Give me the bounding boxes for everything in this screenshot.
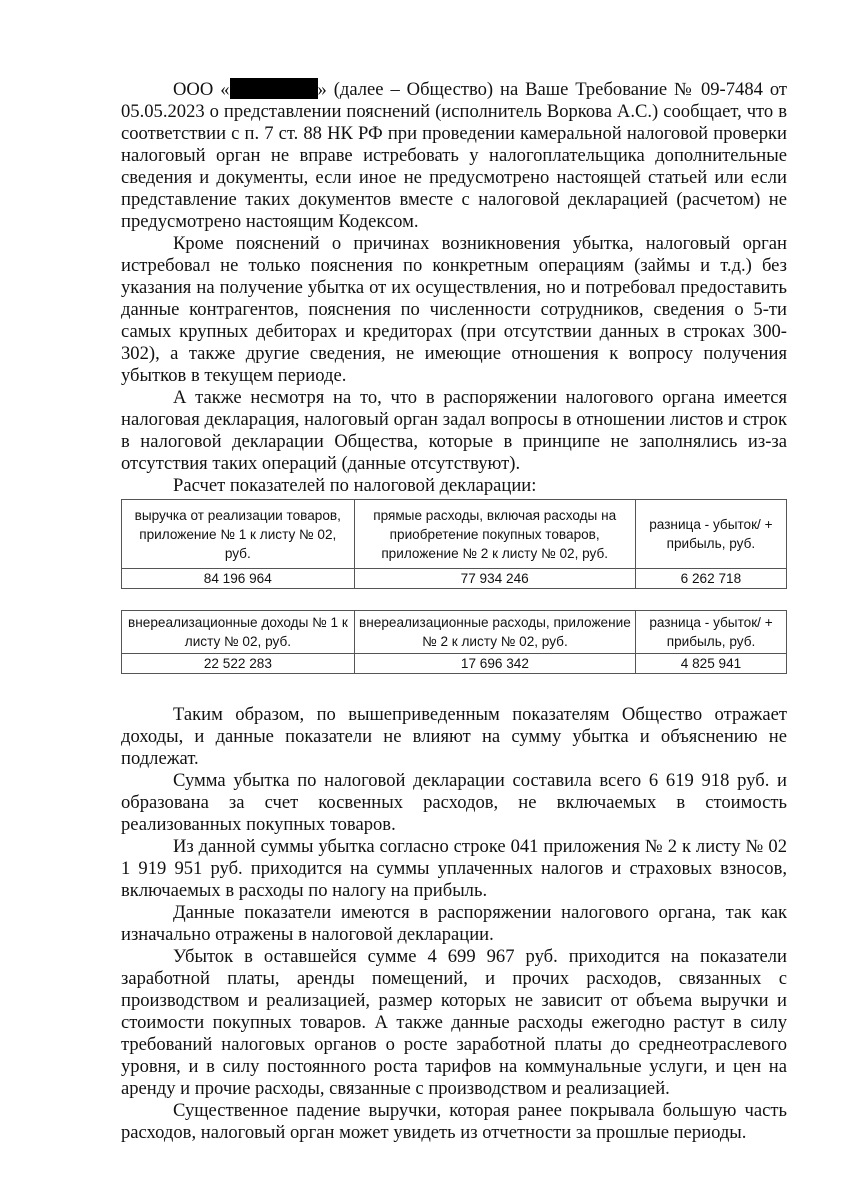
non-operating-table <box>121 610 787 674</box>
header-revenue: выручка от реализации товаров, приложение № 1 к листу № 02, руб. <box>122 500 355 569</box>
value-revenue: 84 196 964 <box>122 569 355 589</box>
table-row <box>122 569 787 589</box>
intro-text: » (далее – Общество) на Ваше Требование № 09-7484 от 05.05.2023 о представлении пояснений (исполнитель Воркова А.С.) сообщает, что в соответствии с п. 7 ст. 88 НК РФ при проведении камеральной налоговой проверки налоговый орган не вправе истребовать у налогоплательщика дополнительные сведения и документы, если иное не предусмотрено настоящей статьей или если представление таких документов вместе с налоговой декларацией (расчетом) не предусмотрено настоящим Кодексом. <box>121 79 787 232</box>
paragraph-taxes: Из данной суммы убытка согласно строке 041 приложения № 2 к листу № 02 1 919 951 руб. приходится на суммы уплаченных налогов и страховых взносов, включаемых в расходы по налогу на прибыль. <box>121 836 787 901</box>
value-difference: 4 825 941 <box>636 654 787 674</box>
sales-table <box>121 499 787 589</box>
header-direct-expenses: прямые расходы, включая расходы на приобретение покупных товаров, приложение № 2 к листу № 02, руб. <box>354 500 635 569</box>
paragraph-revenue-drop: Существенное падение выручки, которая ранее покрывала большую часть расходов, налоговый орган может увидеть из отчетности за прошлые периоды. <box>121 1100 787 1143</box>
header-non-operating-income: внереализационные доходы № 1 к листу № 02, руб. <box>122 611 355 654</box>
table-row <box>122 654 787 674</box>
value-non-operating-expenses: 17 696 342 <box>354 654 635 674</box>
document-page <box>121 78 787 1144</box>
header-difference: разница - убыток/ + прибыль, руб. <box>635 500 786 569</box>
header-non-operating-expenses: внереализационные расходы, приложение № 2 к листу № 02, руб. <box>354 611 635 654</box>
table-header-row <box>122 611 787 654</box>
paragraph-intro <box>121 78 787 233</box>
paragraph-requested-info: Кроме пояснений о причинах возникновения убытка, налоговый орган истребовал не только пояснения по конкретным операциям (займы и т.д.) без указания на получение убытка от их осуществления, но и потребовал предоставить данные контрагентов, пояснения по численности сотрудников, сведения о 5-ти самых крупных дебиторах и кредиторах (при отсутствии данных в строках 300-302), а также другие сведения, не имеющие отношения к вопросу получения убытков в текущем периоде. <box>121 233 787 386</box>
paragraph-loss-total: Сумма убытка по налоговой декларации составила всего 6 619 918 руб. и образована за счет косвенных расходов, не включаемых в стоимость реализованных покупных товаров. <box>121 770 787 835</box>
value-difference: 6 262 718 <box>635 569 786 589</box>
company-prefix: ООО « <box>173 79 230 100</box>
table-header-row <box>122 500 787 569</box>
value-non-operating-income: 22 522 283 <box>122 654 355 674</box>
table-caption: Расчет показателей по налоговой декларации: <box>173 475 537 496</box>
paragraph-remaining-loss: Убыток в оставшейся сумме 4 699 967 руб. приходится на показатели заработной платы, аренды помещений, и прочих расходов, связанных с производством и реализацией, размер которых не зависит от объема выручки и стоимости покупных товаров. А также данные расходы ежегодно растут в силу требований налоговых органов о росте заработной платы до среднеотраслевого уровня, и в силу постоянного роста тарифов на коммунальные услуги, и цен на аренду и прочие расходы, связанные с производством и реализацией. <box>121 946 787 1099</box>
paragraph-declaration-questions: А также несмотря на то, что в распоряжении налогового органа имеется налоговая декларация, налоговый орган задал вопросы в отношении листов и строк в налоговой декларации Общества, которые в принципе не заполнялись из-за отсутствия таких операций (данные отсутствуют). <box>121 387 787 474</box>
redacted-company-name <box>230 78 318 99</box>
header-difference: разница - убыток/ + прибыль, руб. <box>636 611 787 654</box>
paragraph-data-available: Данные показатели имеются в распоряжении налогового органа, так как изначально отражены в налоговой декларации. <box>121 902 787 945</box>
paragraph-conclusion: Таким образом, по вышеприведенным показателям Общество отражает доходы, и данные показатели не влияют на сумму убытка и объяснению не подлежат. <box>121 704 787 769</box>
value-direct-expenses: 77 934 246 <box>354 569 635 589</box>
